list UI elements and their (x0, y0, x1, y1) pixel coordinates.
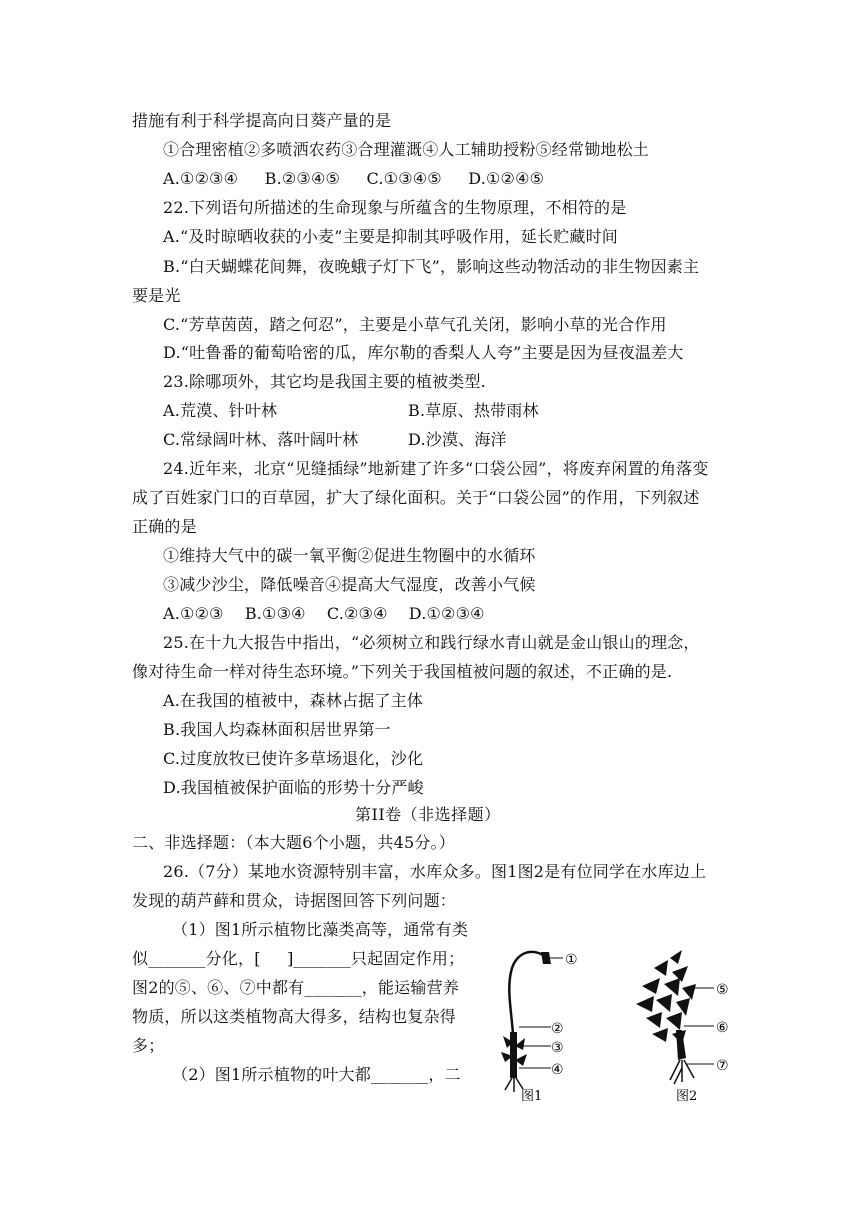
fig1-label-4: ④ (551, 1062, 564, 1078)
q23-option-c: C.常绿阔叶林、落叶阔叶林 (163, 430, 359, 449)
q21-choices: A.①②③④ B.②③④⑤ C.①③④⑤ D.①②④⑤ (163, 169, 545, 188)
q26-part2-line1: （2）图1所示植物的叶大都_______，二 (172, 1065, 461, 1084)
q26-stem-line1: 26.（7分）某地水资源特别丰富，水库众多。图1图2是有位同学在水库边上 (163, 862, 707, 881)
q24-stem-line2: 成了百姓家门口的百草园，扩大了绿化面积。关于“口袋公园”的作用，下列叙述 (132, 488, 700, 507)
figure-2-fern (622, 938, 742, 1106)
section-title: 第II卷（非选择题） (355, 805, 501, 824)
q26-part1-line3: 图2的⑤、⑥、⑦中都有_______，能运输营养 (132, 978, 459, 997)
q25-stem-line1: 25.在十九大报告中指出，“必须树立和践行绿水青山就是金山银山的理念， (163, 633, 700, 652)
q26-stem-line2: 发现的葫芦藓和贯众，诗据图回答下列问题： (132, 891, 457, 910)
q26-part1-line1: （1）图1所示植物比藻类高等，通常有类 (172, 920, 469, 939)
q24-stem-line3: 正确的是 (132, 517, 197, 536)
q23-option-d: D.沙漠、海洋 (408, 430, 507, 449)
fig1-label-1: ① (565, 952, 578, 968)
q23-stem: 23.除哪项外，其它均是我国主要的植被类型. (163, 372, 486, 391)
fig2-caption: 图2 (676, 1089, 698, 1104)
q26-part1-line2: 似_______分化，[ ]_______只起固定作用； (132, 949, 465, 968)
q24-choices: A.①②③ B.①③④ C.②③④ D.①②③④ (163, 604, 485, 623)
q26-part1-line4: 物质，所以这类植物高大得多，结构也复杂得 (132, 1007, 457, 1026)
q22-option-b-line1: B.“白天蝴蝶花间舞，夜晚蛾子灯下飞”，影响这些动物活动的非生物因素主 (163, 257, 700, 276)
q22-stem: 22.下列语句所描述的生命现象与所蕴含的生物原理，不相符的是 (163, 198, 627, 217)
q23-option-a: A.荒漠、针叶林 (163, 401, 278, 420)
q23-option-b: B.草原、热带雨林 (408, 401, 539, 420)
fig2-label-5: ⑤ (716, 982, 729, 998)
q25-option-c: C.过度放牧已使许多草场退化，沙化 (163, 749, 424, 768)
q26-part1-line5: 多； (132, 1036, 165, 1055)
q22-option-c: C.“芳草茵茵，踏之何忍”，主要是小草气孔关闭，影响小草的光合作用 (163, 315, 667, 334)
q22-option-b-line2: 要是光 (132, 286, 181, 305)
fig1-caption: 图1 (521, 1089, 543, 1104)
q24-options-line1: ①维持大气中的碳一氧平衡②促进生物圈中的水循环 (163, 546, 536, 565)
fig1-label-3: ③ (551, 1040, 564, 1056)
section-heading: 二、非选择题：（本大题6个小题，共45分。） (132, 833, 455, 852)
figure-1-moss (485, 938, 585, 1106)
q22-option-a: A.“及时晾晒收获的小麦”主要是抑制其呼吸作用，延长贮藏时间 (163, 227, 619, 246)
q25-option-a: A.在我国的植被中，森林占据了主体 (163, 691, 424, 710)
q25-option-d: D.我国植被保护面临的形势十分严峻 (163, 778, 424, 797)
fig2-label-7: ⑦ (716, 1058, 729, 1074)
q25-option-b: B.我国人均森林面积居世界第一 (163, 720, 391, 739)
q24-options-line2: ③减少沙尘，降低噪音④提高大气湿度，改善小气候 (163, 575, 536, 594)
fig2-label-6: ⑥ (716, 1020, 729, 1036)
q25-stem-line2: 像对待生命一样对待生态环境。”下列关于我国植被问题的叙述，不正确的是. (132, 662, 673, 681)
fig1-label-2: ② (551, 1021, 564, 1037)
q21-stem-continuation: 措施有利于科学提高向日葵产量的是 (132, 111, 392, 130)
q24-stem-line1: 24.近年来，北京“见缝插绿”地新建了许多“口袋公园”，将废弃闲置的角落变 (163, 459, 709, 478)
q21-options-list: ①合理密植②多喷洒农药③合理灌溉④人工辅助授粉⑤经常锄地松土 (163, 140, 650, 159)
q22-option-d: D.“吐鲁番的葡萄哈密的瓜，库尔勒的香梨人人夸”主要是因为昼夜温差大 (163, 343, 684, 362)
